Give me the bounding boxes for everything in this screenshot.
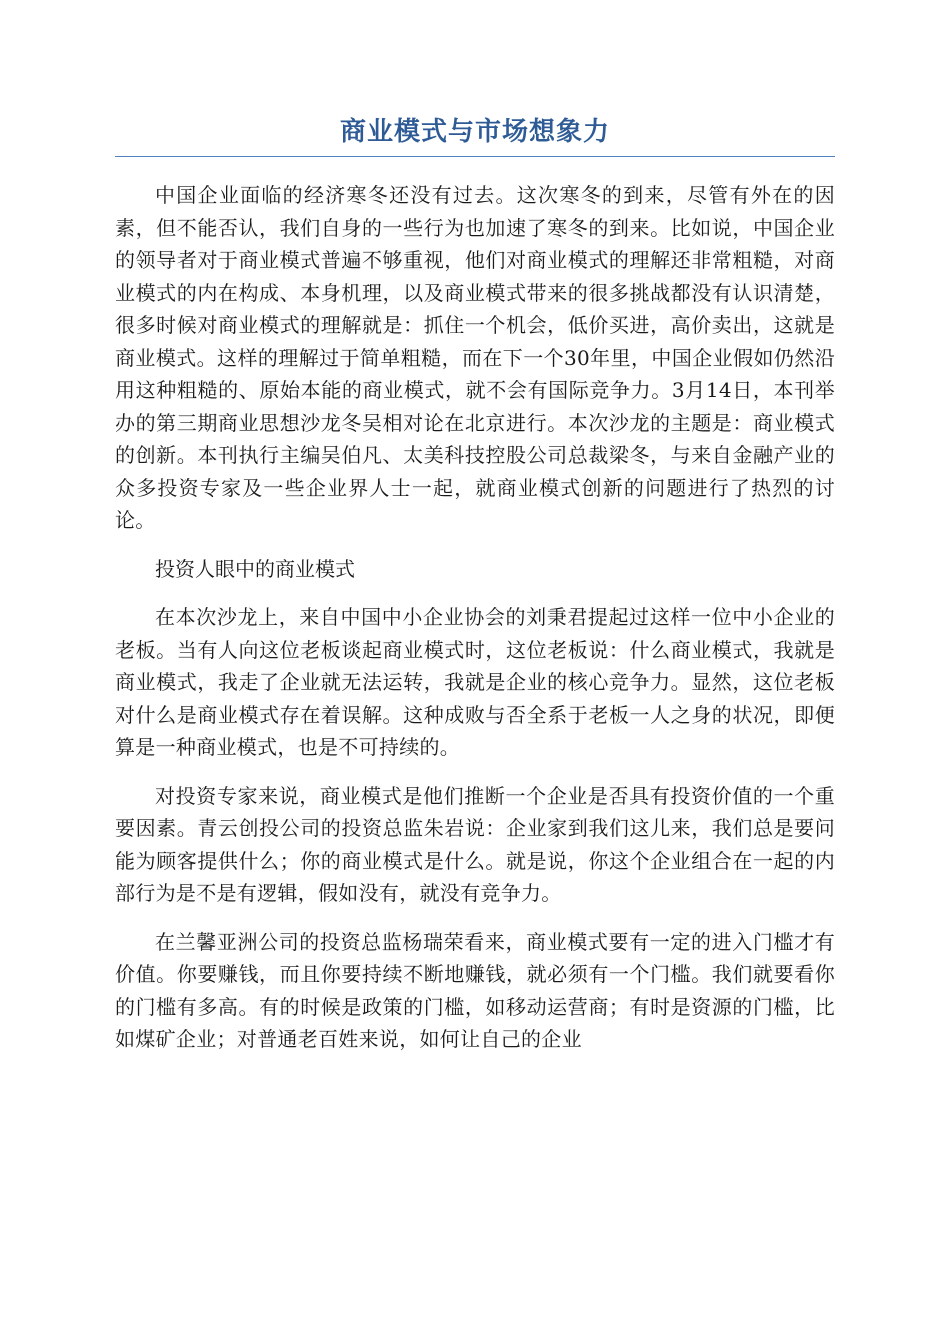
document-title: 商业模式与市场想象力 — [115, 112, 835, 157]
paragraph-intro: 中国企业面临的经济寒冬还没有过去。这次寒冬的到来，尽管有外在的因素，但不能否认，我们自身的一些行为也加速了寒冬的到来。比如说，中国企业的领导者对于商业模式普遍不够重视，他们对商业模式的理解还非常粗糙，对商业模式的内在构成、本身机理，以及商业模式带来的很多挑战都没有认识清楚，很多时候对商业模式的理解就是：抓住一个机会，低价买进，高价卖出，这就是商业模式。这样的理解过于简单粗糙，而在下一个30年里，中国企业假如仍然沿用这种粗糙的、原始本能的商业模式，就不会有国际竞争力。3月14日，本刊举办的第三期商业思想沙龙冬吴相对论在北京进行。本次沙龙的主题是：商业模式的创新。本刊执行主编吴伯凡、太美科技控股公司总裁梁冬，与来自金融产业的众多投资专家及一些企业界人士一起，就商业模式创新的问题进行了热烈的讨论。 — [115, 183, 835, 532]
paragraph-yang: 在兰馨亚洲公司的投资总监杨瑞荣看来，商业模式要有一定的进入门槛才有价值。你要赚钱，而且你要持续不断地赚钱，就必须有一个门槛。我们就要看你的门槛有多高。有的时候是政策的门槛，如移动运营商；有时是资源的门槛，比如煤矿企业；对普通老百姓来说，如何让自己的企业 — [115, 929, 835, 1051]
document-page — [115, 112, 835, 1072]
paragraph-zhu: 对投资专家来说，商业模式是他们推断一个企业是否具有投资价值的一个重要因素。青云创投公司的投资总监朱岩说：企业家到我们这儿来，我们总是要问能为顾客提供什么；你的商业模式是什么。就是说，你这个企业组合在一起的内部行为是不是有逻辑，假如没有，就没有竞争力。 — [115, 783, 835, 905]
section-heading: 投资人眼中的商业模式 — [155, 556, 355, 581]
document-body — [115, 179, 835, 1056]
paragraph-liu: 在本次沙龙上，来自中国中小企业协会的刘秉君提起过这样一位中小企业的老板。当有人向这位老板谈起商业模式时，这位老板说：什么商业模式，我就是商业模式，我走了企业就无法运转，我就是企业的核心竞争力。显然，这位老板对什么是商业模式存在着误解。这种成败与否全系于老板一人之身的状况，即便算是一种商业模式，也是不可持续的。 — [115, 605, 835, 759]
